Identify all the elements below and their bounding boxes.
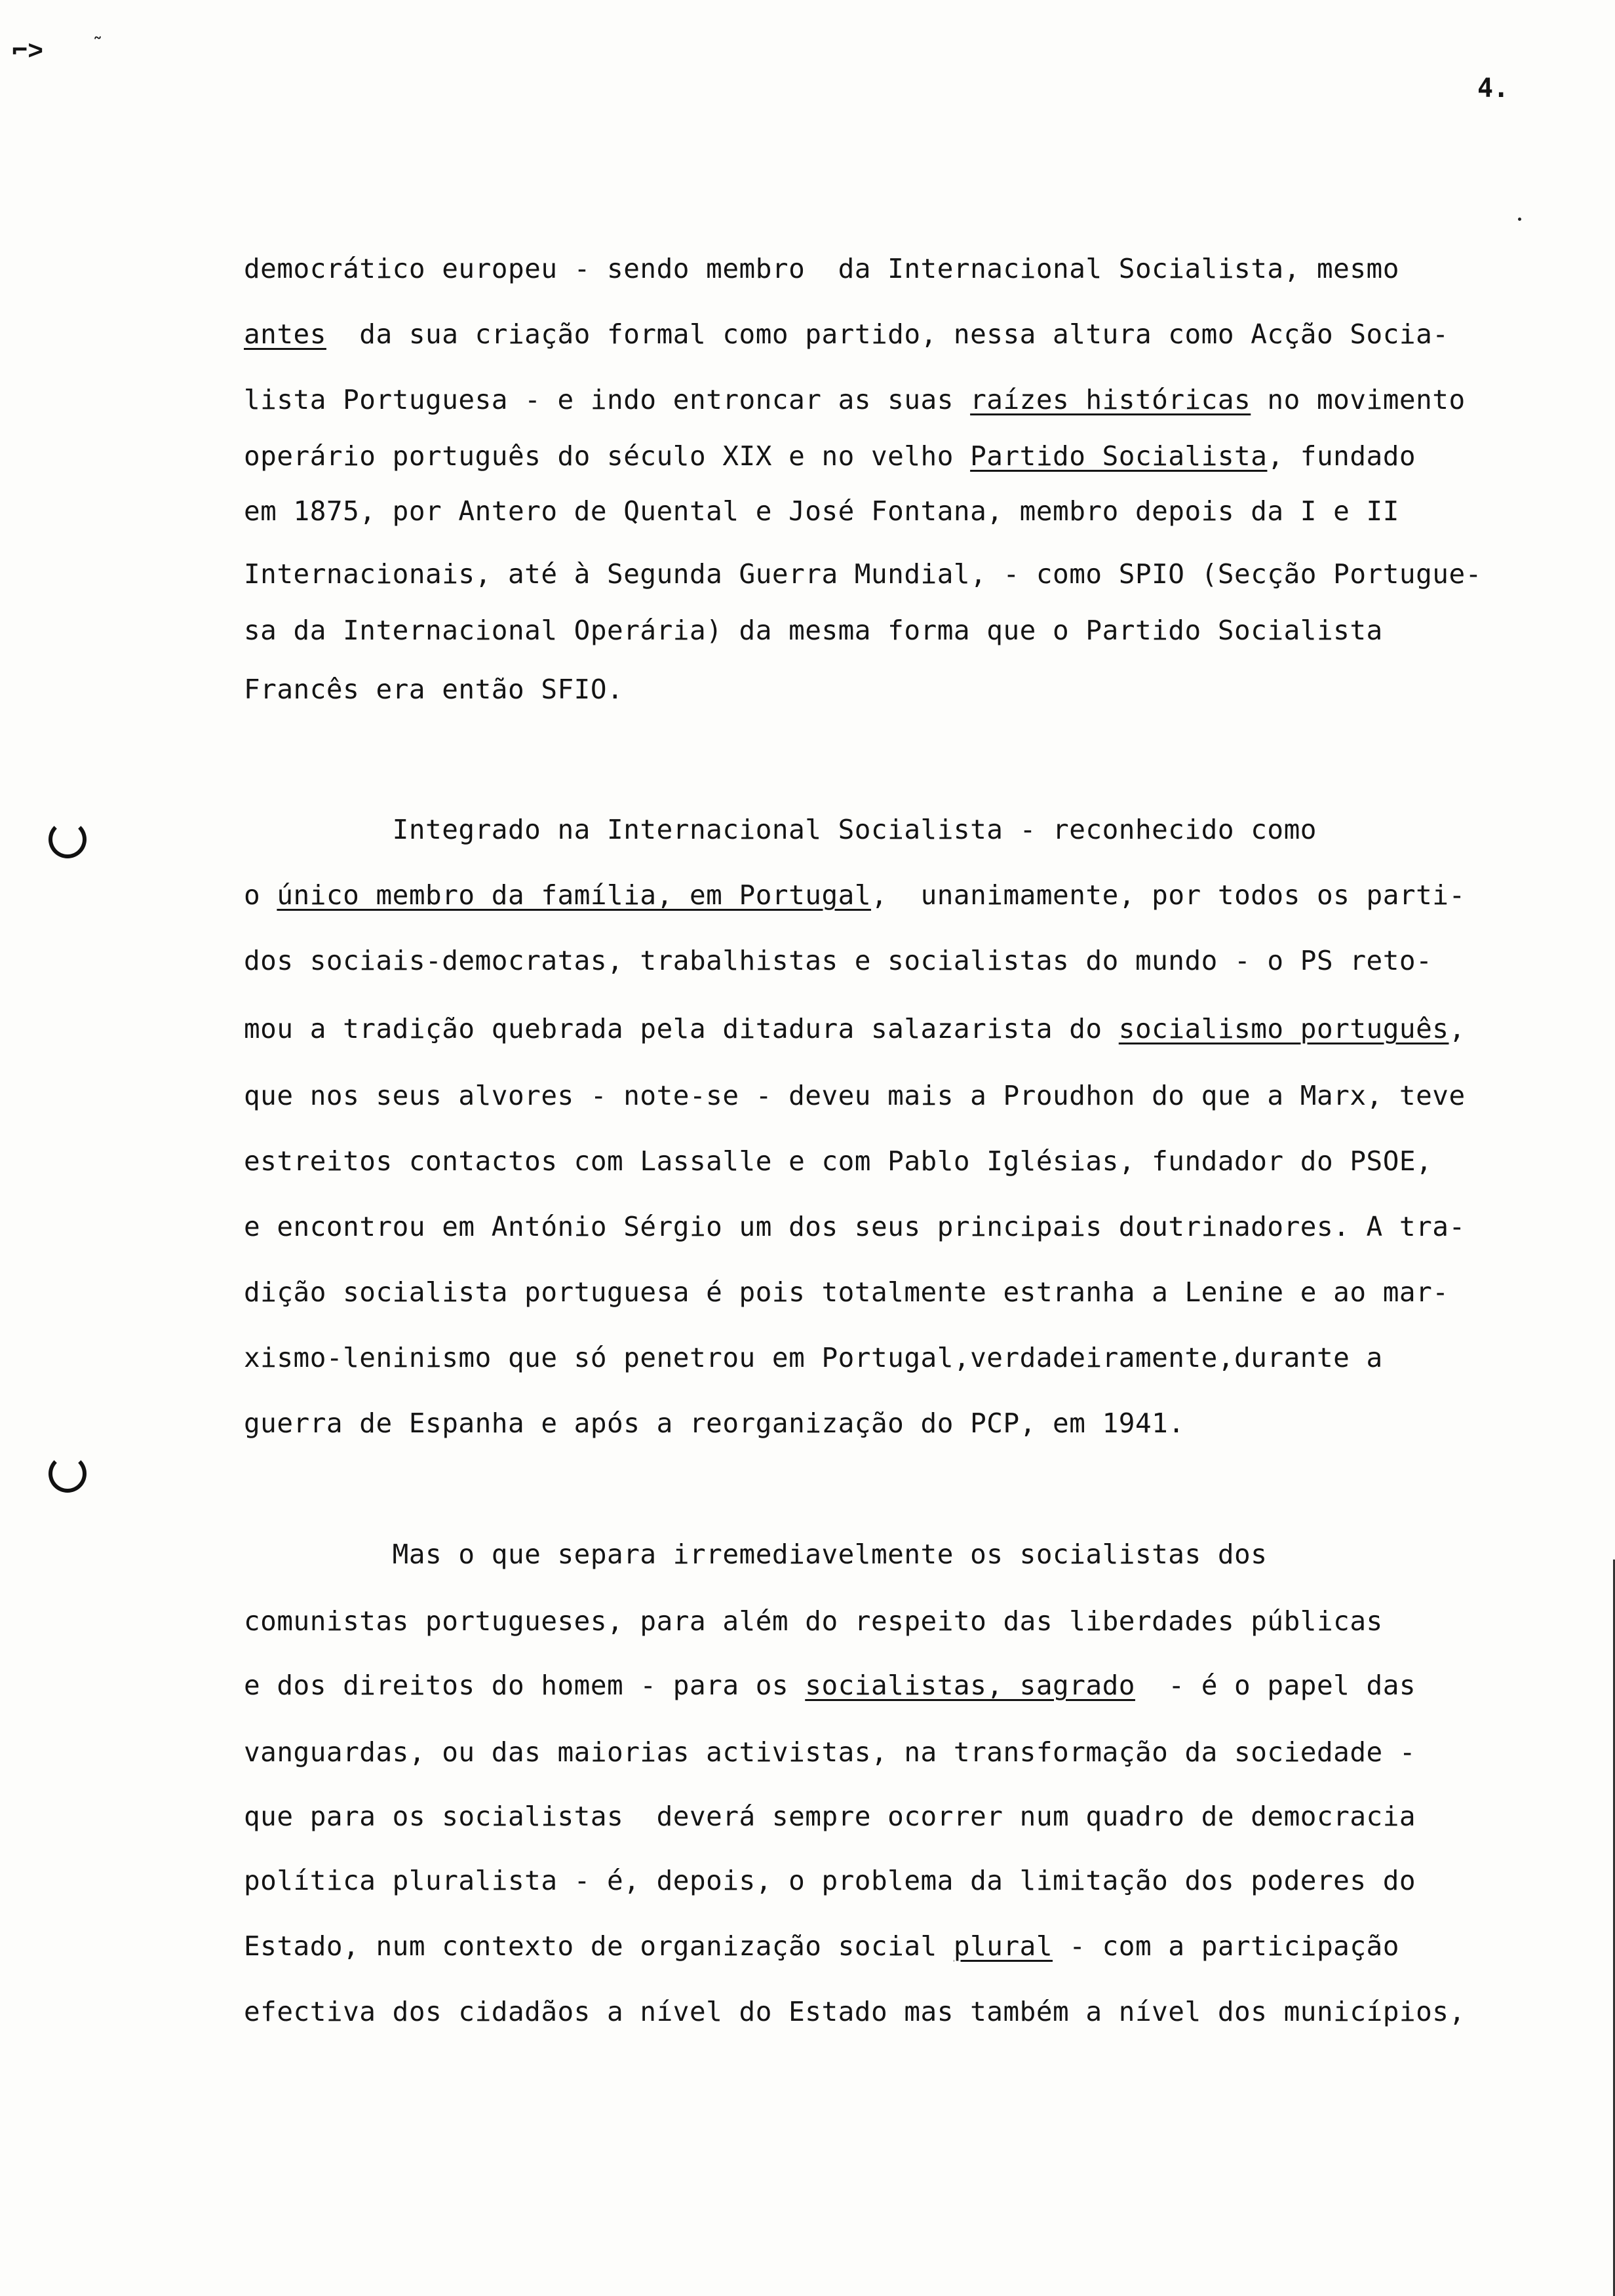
- text-segment: o: [244, 879, 277, 911]
- text-segment: estreitos contactos com Lassalle e com Pablo Iglésias, fundador do PSOE,: [244, 1145, 1433, 1177]
- text-line: [244, 317, 1449, 351]
- text-segment: e dos direitos do homem - para os: [244, 1670, 806, 1701]
- text-segment: Integrado na Internacional Socialista - reconhecido como: [244, 814, 1317, 845]
- text-line: [244, 1406, 1185, 1440]
- text-line: [244, 1864, 1416, 1898]
- text-segment: dos sociais-democratas, trabalhistas e socialistas do mundo - o PS reto-: [244, 945, 1433, 976]
- text-segment: política pluralista - é, depois, o problema da limitação dos poderes do: [244, 1865, 1416, 1896]
- text-line: [244, 613, 1383, 647]
- text-line: [244, 813, 1317, 847]
- corner-mark: ⌐˃: [12, 35, 44, 66]
- underlined-text: Partido Socialista: [970, 440, 1268, 472]
- text-segment: guerra de Espanha e após a reorganização do PCP, em 1941.: [244, 1407, 1185, 1439]
- text-segment: e encontrou em António Sérgio um dos seus principais doutrinadores. A tra-: [244, 1211, 1466, 1242]
- corner-mark: ˜: [92, 34, 104, 57]
- text-segment: , unanimamente, por todos os parti-: [871, 879, 1466, 911]
- text-segment: operário português do século XIX e no velho: [244, 440, 971, 472]
- text-line: [244, 1537, 1267, 1571]
- text-segment: - é o papel das: [1135, 1670, 1416, 1701]
- text-line: [244, 1929, 1399, 1963]
- text-line: [244, 1341, 1383, 1375]
- text-segment: lista Portuguesa - e indo entroncar as suas: [244, 384, 971, 415]
- punch-hole: [49, 1455, 87, 1493]
- text-line: [244, 672, 623, 706]
- text-line: [244, 944, 1432, 978]
- punch-hole: [49, 820, 87, 858]
- text-segment: xismo-leninismo que só penetrou em Portugal,verdadeiramente,durante a: [244, 1342, 1383, 1373]
- text-line: [244, 1604, 1383, 1638]
- text-segment: dição socialista portuguesa é pois totalmente estranha a Lenine e ao mar-: [244, 1276, 1449, 1308]
- text-line: [244, 1275, 1449, 1309]
- text-segment: da sua criação formal como partido, nessa altura como Acção Socia-: [326, 318, 1449, 350]
- text-line: [244, 1995, 1466, 2029]
- text-segment: sa da Internacional Operária) da mesma forma que o Partido Socialista: [244, 615, 1383, 646]
- text-segment: mou a tradição quebrada pela ditadura salazarista do: [244, 1013, 1119, 1044]
- text-segment: Mas o que separa irremediavelmente os socialistas dos: [244, 1539, 1268, 1570]
- text-line: [244, 557, 1482, 591]
- text-line: [244, 439, 1416, 473]
- text-line: [244, 878, 1466, 912]
- paragraph: [244, 813, 1574, 1468]
- text-segment: ,: [1449, 1013, 1466, 1044]
- paragraph: [244, 252, 1574, 907]
- text-segment: Francês era então SFIO.: [244, 674, 624, 705]
- text-line: [244, 1079, 1466, 1113]
- text-segment: em 1875, por Antero de Quental e José Fontana, membro depois da I e II: [244, 495, 1399, 527]
- text-line: [244, 252, 1399, 286]
- text-segment: - com a participação: [1053, 1930, 1399, 1962]
- text-segment: que para os socialistas deverá sempre ocorrer num quadro de democracia: [244, 1801, 1416, 1832]
- underlined-text: antes: [244, 318, 326, 350]
- text-line: [244, 1735, 1416, 1769]
- text-segment: que nos seus alvores - note-se - deveu mais a Proudhon do que a Marx, teve: [244, 1080, 1466, 1111]
- text-segment: , fundado: [1267, 440, 1416, 472]
- text-line: [244, 1144, 1432, 1178]
- text-line: [244, 494, 1399, 528]
- text-segment: no movimento: [1251, 384, 1466, 415]
- underlined-text: socialistas, sagrado: [805, 1670, 1135, 1701]
- text-segment: comunistas portugueses, para além do respeito das liberdades públicas: [244, 1605, 1383, 1637]
- text-segment: Internacionais, até à Segunda Guerra Mundial, - como SPIO (Secção Portugue-: [244, 558, 1482, 590]
- speck: [1518, 218, 1521, 221]
- text-line: [244, 1210, 1466, 1244]
- text-segment: Estado, num contexto de organização social: [244, 1930, 954, 1962]
- text-line: [244, 1799, 1416, 1833]
- text-line: [244, 1012, 1466, 1046]
- underlined-text: plural: [953, 1930, 1053, 1962]
- paragraph: [244, 1537, 1574, 2192]
- text-segment: efectiva dos cidadãos a nível do Estado mas também a nível dos municípios,: [244, 1996, 1466, 2027]
- underlined-text: único membro da família, em Portugal: [277, 879, 872, 911]
- text-segment: democrático europeu - sendo membro da Internacional Socialista, mesmo: [244, 253, 1399, 284]
- page-number: 4.: [1477, 73, 1509, 104]
- underlined-text: raízes históricas: [970, 384, 1251, 415]
- text-segment: vanguardas, ou das maiorias activistas, na transformação da sociedade -: [244, 1736, 1416, 1768]
- underlined-text: socialismo português: [1118, 1013, 1449, 1044]
- text-line: [244, 1668, 1416, 1702]
- text-line: [244, 383, 1466, 417]
